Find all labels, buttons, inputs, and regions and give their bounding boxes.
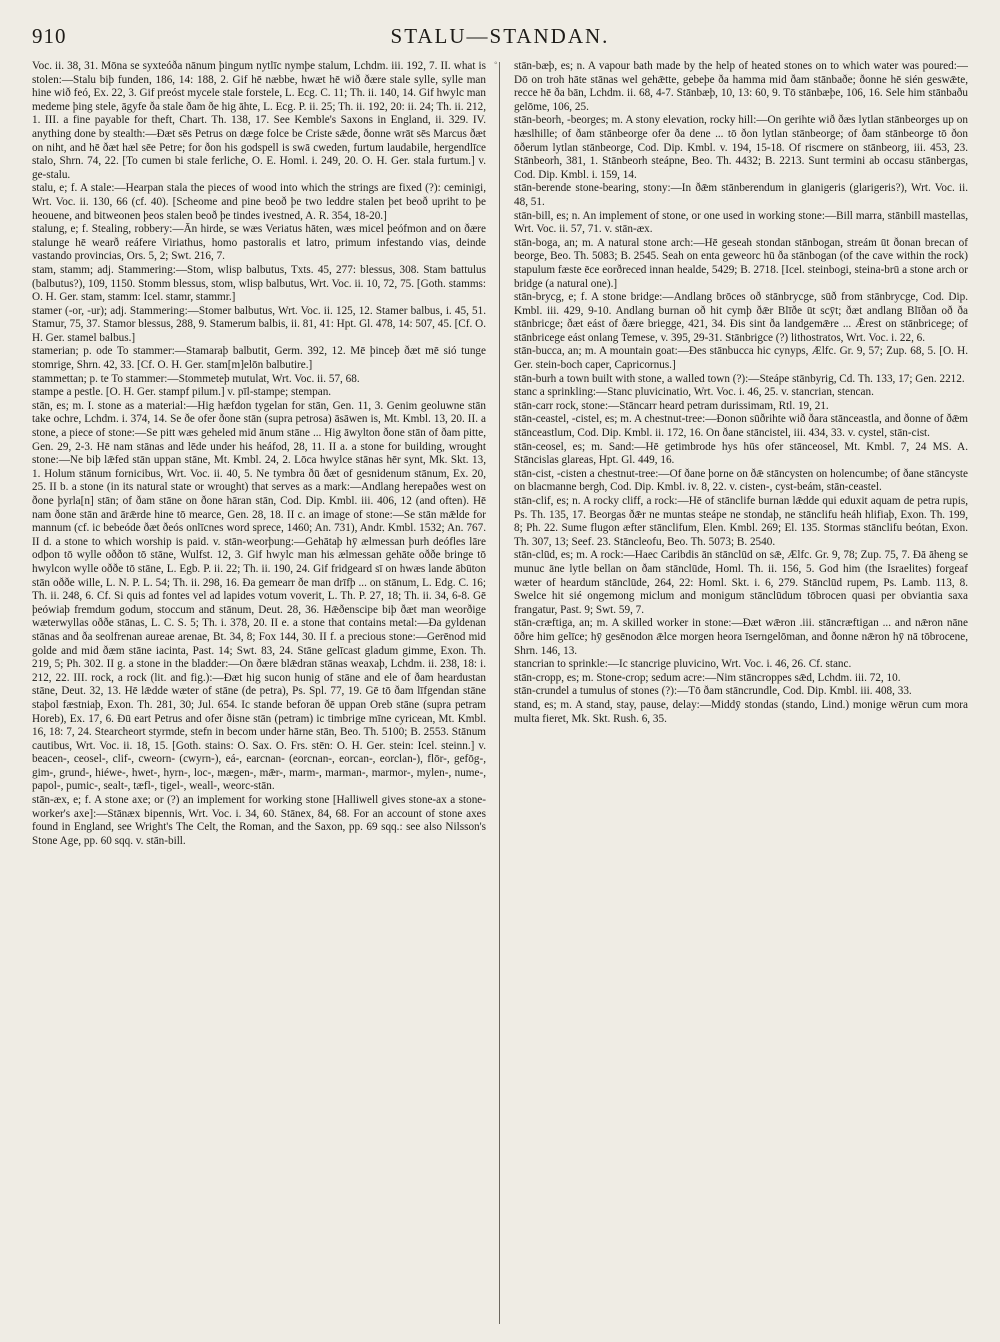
dictionary-entry: stān-clūd, es; m. A rock:—Haec Caribdis ān stānclūd on sǣ, Ælfc. Gr. 9, 78; Zup. 75, 7. Ðā āheng se munuc āne lytle bellan on ðam stānclūde, Homl. Th. ii. 156, 5. God him (the Israelites) forgeaf wæter of heardum stānclūde, 264, 22: Homl. Skt. i. 6, 279. Stānclūd rupem, Ps. Lamb. 113, 8. Swelce hit sié ongemong miclum and monigum stānclūdum tōbrocen quasi per obviantia saxa frangatur, Past. 9; Swt. 59, 7.: [514, 549, 968, 616]
dictionary-entry: stān-bucca, an; m. A mountain goat:—Ðes stānbucca hic cynyps, Ælfc. Gr. 9, 57; Zup. 68, 5. [O. H. Ger. stein-boch caper, Capricornus.]: [514, 345, 968, 372]
dictionary-entry: stalu, e; f. A stale:—Hearpan stala the pieces of wood into which the strings are fixed (?): ceminigi, Wrt. Voc. ii. 130, 66 (cf. 40). [Scheome and pine beoð þe two leddre stalen þet beoð upriht to þe heouene, and bitweonen þeos stalen beoð þe tindes ivestned, A. R. 354, 18-20.]: [32, 182, 486, 222]
dictionary-entry: stān-bæþ, es; n. A vapour bath made by the help of heated stones on to which water was poured:—Dō on troh hāte stānas wel gehǣtte, gebeþe ða hamma mid ðam stānbaðe; ðonne hē sién geswǣte, recce hē ða bān, Lchdm. ii. 68, 4-7. Stānbæþ, 10, 13: 60, 9. Tō stānbæþe, 106, 16. Sele him stānbaðu gelōme, 106, 25.: [514, 60, 968, 113]
dictionary-entry: stamer (-or, -ur); adj. Stammering:—Stomer balbutus, Wrt. Voc. ii. 125, 12. Stamer balbus, i. 45, 51. Stamur, 75, 37. Stamor blessus, 288, 9. Stamerum balbis, ii. 81, 41: Hpt. Gl. 478, 14: 507, 45. [Cf. O. H. Ger. stamel balbus.]: [32, 304, 486, 344]
dictionary-entry: stān-clif, es; n. A rocky cliff, a rock:—Hē of stānclife burnan lǣdde qui eduxit aquam de petra rupis, Ps. Th. 135, 17. Beorgas ðǣr ne muntas steápe ne stondaþ, ne stānclifu heáh hlifiaþ, Exon. Th. 199, 8; Ph. 22. Sume flugon æfter stānclifum, Elen. Kmbl. 269; El. 135. Stormas stānclifu beótan, Exon. Th. 307, 13; Seef. 23. Stāncleofu, Beo. Th. 5073; B. 2540.: [514, 495, 968, 548]
dictionary-entry: stān-crundel a tumulus of stones (?):—Tō ðam stāncrundle, Cod. Dip. Kmbl. iii. 408, 33.: [514, 685, 912, 698]
left-column: [32, 60, 486, 1324]
dictionary-entry: stān-bill, es; n. An implement of stone, or one used in working stone:—Bill marra, stānbill mastellas, Wrt. Voc. ii. 57, 71. v. stān-æx.: [514, 209, 968, 236]
dictionary-entry: stān-brycg, e; f. A stone bridge:—Andlang brōces oð stānbrycge, sūð from stānbrycge, Cod. Dip. Kmbl. iii. 429, 9-10. Andlang burnan oð hit cymþ ðǣr Blīðe ūt scȳt; ðæt andlang Blīðan oð ða stānbricge; ðæt eást of ðære briegge, 421, 34. Ðis sint ða landgemǣre ... Ǣrest on stānbricege; of stānbricege eást onlang Temese, v. 395, 29-31. Stānbrigce (?) lithostratos, Wrt. Voc. i. 22, 6.: [514, 291, 968, 344]
dictionary-entry: stam, stamm; adj. Stammering:—Stom, wlisp balbutus, Txts. 45, 277: blessus, 308. Stam battulus (balbutus?), 109, 1150. Stomm blessus, stom, wlisp balbutus, Wrt. Voc. ii. 10, 72, 75. [Goth. stamms: O. H. Ger. stam, stamm: Icel. stamr, stammr.]: [32, 263, 486, 304]
dictionary-entry: stān-æx, e; f. A stone axe; or (?) an implement for working stone [Halliwell gives stone-ax a stone-worker's axe]:—Stānæx bipennis, Wrt. Voc. i. 34, 60. Stānex, 84, 68. For an account of stone axes found in England, see Wright's The Celt, the Roman, and the Saxon, pp. 69 sqq.: see also Nilsson's Stone Age, pp. 60 sqq. v. stān-bill.: [32, 794, 486, 847]
dictionary-entry: Voc. ii. 38, 31. Mōna se syxteóða nānum þingum nytlīc nymþe stalum, Lchdm. iii. 192, 7. II. what is stolen:—Stalu biþ funden, 186, 14: 188, 2. Gif hē næbbe, hwæt hē wið ðære stale sylle, sylle man hine wið feó, Ex. 22, 3. Gif preóst mycele stale forstele, L. Ecg. C. 11; Th. ii. 140, 14. Gif hwylc man medeme þing stele, āgyfe ða stale ðam ðe hig āhte, L. Ecg. P. ii. 25; Th. ii. 192, 20: ii. 24; Th. ii. 212, 1. III. a fine payable for theft, Chart. Th. 138, 17. See Kemble's Saxons in England, ii. 329. IV. anything done by stealth:—Ðæt sēs Petrus on dæge folce be Criste sǣde, ðonne wrāt sēs Marcus ðæt on niht, and hē ðæt hæl sēe Petre; for ðon his godspell is swā cweden, furtum laudabile, hergendlīce stalo, Shrn. 74, 22. [To cumen bi stale ferliche, O. E. Homl. i. 249, 20. O. H. Ger. stala furtum.] v. ge-stalu.: [32, 60, 486, 181]
dictionary-entry: stān-burh a town built with stone, a walled town (?):—Steápe stānbyrig, Cd. Th. 133, 17; Gen. 2212.: [514, 372, 965, 385]
dictionary-entry: stān-beorh, -beorges; m. A stony elevation, rocky hill:—On gerihte wið ðæs lytlan stānbeorges up on hæslhille; of ðam stānbeorge ofer ða dene ... tō ðon lytlan stānbeorge; of ðam stānbeorge tō ðon ōðerum lytlan stānbeorge, Cod. Dip. Kmbl. v. 194, 15-18. Of riscmere on stānbeorg, iii. 453, 23. Stānbeorh, 381, 1. Stānbeorh steápne, Beo. Th. 4432; B. 2213. Sunt termini ab occasu stānbergas, Cod. Dip. Kmbl. i. 159, 14.: [514, 114, 968, 181]
dictionary-entry: stān-cropp, es; m. Stone-crop; sedum acre:—Nim stāncroppes sǣd, Lchdm. iii. 72, 10.: [514, 671, 901, 684]
dictionary-entry: stān-cist, -cisten a chestnut-tree:—Of ðane þorne on ðǣ stāncysten on holencumbe; of ðane stāncyste on blacmanne bergh, Cod. Dip. Kmbl. iv. 8, 22. v. cisten-, cyst-beám, stān-ceastel.: [514, 467, 968, 494]
dictionary-entry: stān-boga, an; m. A natural stone arch:—Hē geseah stondan stānbogan, streám ūt ðonan brecan of beorge, Beo. Th. 5083; B. 2545. Seah on enta geweorc hū ða stānbogan (of the cave within the rock) stapulum fæste ēce eorðreced innan healde, 5429; B. 2718. [Icel. steinbogi, steina-brū a stone arch or bridge (a natural one).]: [514, 236, 968, 290]
divider-ornament: ◦: [494, 58, 498, 69]
dictionary-entry: stancrian to sprinkle:—Ic stancrige pluvicino, Wrt. Voc. i. 46, 26. Cf. stanc.: [514, 658, 852, 671]
dictionary-entry: stamerian; p. ode To stammer:—Stamaraþ balbutit, Germ. 392, 12. Mē þinceþ ðæt mē sió tunge stomrige, Shrn. 42, 33. [Cf. O. H. Ger. stam[m]elōn balbutire.]: [32, 345, 486, 372]
column-divider: [499, 62, 500, 1324]
page-header: [32, 24, 968, 54]
right-column: [514, 60, 968, 1324]
running-head: STALU—STANDAN.: [390, 24, 610, 48]
dictionary-entry: stān-ceastel, -cistel, es; m. A chestnut-tree:—Ðonon sūðrihte wið ðara stānceastla, and ðonne of ðǣm stānceastlum, Cod. Dip. Kmbl. ii. 172, 16. On ðane stāncistel, iii. 434, 33. v. cystel, stān-cist.: [514, 413, 968, 440]
dictionary-entry: stān-cræftiga, an; m. A skilled worker in stone:—Ðæt wǣron .iii. stāncræftigan ... and nǣron nāne ōðre him gelīce; hȳ gesēnodon ǣlce morgen heora īserngelōman, and ðonne nǣron hȳ nā tōbrocene, Shrn. 146, 13.: [514, 617, 968, 657]
dictionary-entry: stammettan; p. te To stammer:—Stommeteþ mutulat, Wrt. Voc. ii. 57, 68.: [32, 372, 360, 385]
dictionary-entry: stampe a pestle. [O. H. Ger. stampf pilum.] v. pīl-stampe; stempan.: [32, 386, 332, 399]
dictionary-entry: stān-ceosel, es; m. Sand:—Hē getimbrode hys hūs ofer stānceosel, Mt. Kmbl. 7, 24 MS. A. Stāncislas glareas, Hpt. Gl. 449, 16.: [514, 440, 968, 467]
dictionary-entry: stān-carr rock, stone:—Stāncarr heard petram durissimam, Rtl. 19, 21.: [514, 399, 829, 412]
page-number: 910: [32, 24, 67, 48]
dictionary-entry: stand, es; m. A stand, stay, pause, delay:—Middȳ stondas (stando, Lind.) monige wērun cum mora multa fieret, Mk. Skt. Rush. 6, 35.: [514, 698, 968, 725]
dictionary-entry: stalung, e; f. Stealing, robbery:—Ān hirde, se wæs Veriatus hāten, wæs micel þeófmon and on ðære stalunge hē wearð reáfere Viriathus, homo pastoralis et latro, primum infestando vias, deinde vastando provincias, Ors. 5, 2; Swt. 216, 7.: [32, 223, 486, 263]
dictionary-entry: stān-berende stone-bearing, stony:—In ðǣm stānberendum in glanigeris (glarigeris?), Wrt. Voc. ii. 48, 51.: [514, 182, 968, 208]
dictionary-entry: stanc a sprinkling:—Stanc pluvicinatio, Wrt. Voc. i. 46, 25. v. stancrian, stencan.: [514, 386, 874, 399]
dictionary-entry: stān, es; m. I. stone as a material:—Hig hæfdon tygelan for stān, Gen. 11, 3. Genim geoluwne stān take ochre, Lchdm. i. 374, 14. Se ðe ofer ðone stān (supra petrosa) āsāwen is, Mt. Kmbl. 13, 20. II. a stone, a piece of stone:—Se pitt wæs geheled mid ānum stāne ... Hig āwylton ðone stān of ðam pitte, Gen. 29, 2-3. Hē nam stānas and lēde under his heáfod, 28, 11. II a. a stone for building, wrought stone:—Ne biþ lǣfed stān uppan stāne, Mt. Kmbl. 24, 2. Lōca hwylce stānas hēr synt, Mk. Skt. 13, 1. Holum stānum fornicibus, Wrt. Voc. ii. 40, 5. Ne tymbra ðū ðæt of gesnidenum stānum, Ex. 20, 25. II b. a stone (in its natural state or wrought) that serves as a mark:—Andlang herepaðes west on ðone þyrla[n] stān; of ðam stāne on ðone hāran stān, Cod. Dip. Kmbl. iii. 406, 12 (and often). Hē nam ðone stān and ārǣrde hine tō mearce, Gen. 28, 18. II c. an image of stone:—Se stān mǣlde for mannum (cf. ic bebeóde ðæt ðeós onlīcnes word sprece, 1460; An. 731), Andr. Kmbl. 1532; An. 767. II d. a stone to which worship is paid. v. stān-weorþung:—Gehātaþ hȳ ælmessan þurh deófles lāre odþon tō wylle oððon tō stāne, Wulfst. 12, 3. Gif hwylc man his ælmessan gehāte oððe bringe tō hwylcon wylle oððe tō stāne, L. Egb. P. ii. 22; Th. ii. 190, 24. Gif fridgeard sī on hwæs lande ābūton stān oððe wille, L. N. P. L. 54; Th. ii. 298, 16. Ða gemearr ðe man drīfþ ... on stānum, L. Edg. C. 16; Th. ii. 248, 6. Cf. Si quis ad fontes vel ad lapides votum voverit, L. Th. P. 27, 18; Th. ii. 34, 6-8. Gē þeówiaþ fremdum godum, stoccum and stānum, Deut. 28, 36. Hǣðenscipe biþ ðæt man weorðige wæterwyllas oððe stānas, L. C. S. 5; Th. i. 378, 20. II e. a stone that contains metal:—Ða gyldenan stānas and ða seolfrenan aureae arenae, Bt. 34, 8; Fox 144, 30. II f. a precious stone:—Gerēnod mid golde and mid ðæm stāne iacinta, Past. 14; Swt. 83, 24. Stāne gelīcast gladum gimme, Exon. Th. 219, 5; Ph. 302. II g. a stone in the bladder:—On ðære blǣdran stānas weaxaþ, Lchdm. ii. 238, 18: i. 212, 22. III. rock, a rock (lit. and fig.):—Ðæt hig sucon hunig of stāne and ele of ðam heardustan stāne, Deut. 32, 13. Hē lǣdde wæter of stāne (de petra), Ps. Spl. 77, 19. Gē tō ðam līfgendan stāne staþol fæstniaþ, Exon. Th. 281, 30; Jul. 654. Ic stande beforan ðē uppan Oreb stāne (supra petram Horeb), Ex. 17, 6. Ðū eart Petrus and ofer ðisne stān (petram) ic timbrige mīne cyricean, Mt. Kmbl. 16, 18: 7, 24. Stearcheort styrmde, stefn in becom under hārne stān, Beo. Th. 5100; B. 2553. Stānum cautibus, Wrt. Voc. ii. 18, 15. [Goth. stains: O. Sax. O. Frs. stēn: O. H. Ger. stein: Icel. steinn.] v. beacen-, ceosel-, clif-, cweorn- (cwyrn-), eá-, earcnan- (eorcnan-, eorcan-, eorclan-), flōr-, gefōg-, gim-, grund-, hiéwe-, hwet-, hyrn-, loc-, mægen-, mǣr-, marm-, marman-, marmor-, mylen-, nume-, papol-, pumic-, sealt-, tæfl-, tigel-, weall-, weorc-stān.: [32, 399, 486, 793]
